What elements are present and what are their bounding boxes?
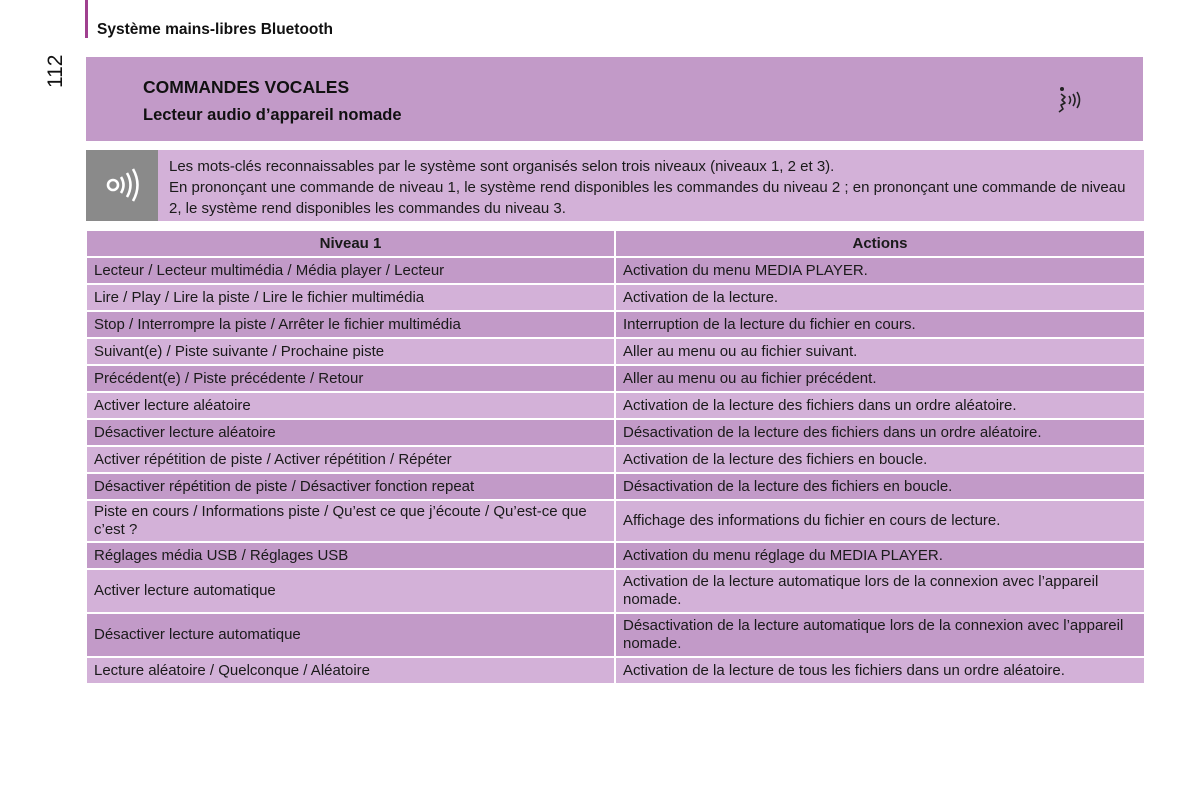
section-title: Système mains-libres Bluetooth [97,21,334,38]
info-icon-cell [86,150,158,221]
command-cell: Lecture aléatoire / Quelconque / Aléatoire [86,657,615,684]
table-row [86,500,1145,542]
header-box [86,57,1143,141]
action-cell: Aller au menu ou au fichier précédent. [615,365,1145,392]
action-cell: Activation de la lecture. [615,284,1145,311]
command-cell: Piste en cours / Informations piste / Qu’est ce que j’écoute / Qu’est-ce que c’est ? [86,500,615,542]
action-cell: Activation de la lecture automatique lors de la connexion avec l’appareil nomade. [615,569,1145,613]
info-line-1: Les mots-clés reconnaissables par le système sont organisés selon trois niveaux (niveaux 1, 2 et 3). [169,158,835,175]
command-cell: Lecteur / Lecteur multimédia / Média player / Lecteur [86,257,615,284]
action-cell: Activation de la lecture des fichiers en boucle. [615,446,1145,473]
table-row [86,311,1145,338]
table-row [86,613,1145,657]
info-box [86,150,1144,221]
action-cell: Interruption de la lecture du fichier en cours. [615,311,1145,338]
command-cell: Activer lecture automatique [86,569,615,613]
action-cell: Aller au menu ou au fichier suivant. [615,338,1145,365]
table-row [86,365,1145,392]
voice-commands-table [85,229,1146,685]
command-cell: Lire / Play / Lire la piste / Lire le fichier multimédia [86,284,615,311]
action-cell: Affichage des informations du fichier en cours de lecture. [615,500,1145,542]
header-title: COMMANDES VOCALES [143,77,350,97]
action-cell: Activation du menu MEDIA PLAYER. [615,257,1145,284]
table-row [86,419,1145,446]
command-cell: Précédent(e) / Piste précédente / Retour [86,365,615,392]
voice-command-icon [1056,85,1084,115]
action-cell: Activation de la lecture des fichiers dans un ordre aléatoire. [615,392,1145,419]
table-row [86,392,1145,419]
page-number: 112 [44,54,67,88]
table-row [86,446,1145,473]
command-cell: Activer lecture aléatoire [86,392,615,419]
section-accent-bar [85,0,88,38]
command-cell: Désactiver lecture automatique [86,613,615,657]
table-row [86,473,1145,500]
table-row [86,257,1145,284]
info-line-2: En prononçant une commande de niveau 1, le système rend disponibles les commandes du niveau 2 ; en prononçant une commande de niveau 2, le système rend disponibles les commandes du niveau 3. [169,179,1126,217]
command-cell: Désactiver lecture aléatoire [86,419,615,446]
header-subtitle: Lecteur audio d’appareil nomade [143,106,402,124]
action-cell: Désactivation de la lecture des fichiers dans un ordre aléatoire. [615,419,1145,446]
table-row [86,542,1145,569]
command-cell: Activer répétition de piste / Activer répétition / Répéter [86,446,615,473]
speaker-waves-icon [104,166,142,204]
action-cell: Activation du menu réglage du MEDIA PLAYER. [615,542,1145,569]
command-cell: Stop / Interrompre la piste / Arrêter le fichier multimédia [86,311,615,338]
table-row [86,657,1145,684]
command-cell: Désactiver répétition de piste / Désactiver fonction repeat [86,473,615,500]
info-text [169,156,1129,219]
table-row [86,569,1145,613]
action-cell: Activation de la lecture de tous les fichiers dans un ordre aléatoire. [615,657,1145,684]
table-header-row [86,230,1145,257]
action-cell: Désactivation de la lecture des fichiers en boucle. [615,473,1145,500]
table-row [86,284,1145,311]
action-cell: Désactivation de la lecture automatique lors de la connexion avec l’appareil nomade. [615,613,1145,657]
command-cell: Suivant(e) / Piste suivante / Prochaine piste [86,338,615,365]
column-header-niveau: Niveau 1 [86,230,615,257]
command-cell: Réglages média USB / Réglages USB [86,542,615,569]
table-row [86,338,1145,365]
column-header-actions: Actions [615,230,1145,257]
